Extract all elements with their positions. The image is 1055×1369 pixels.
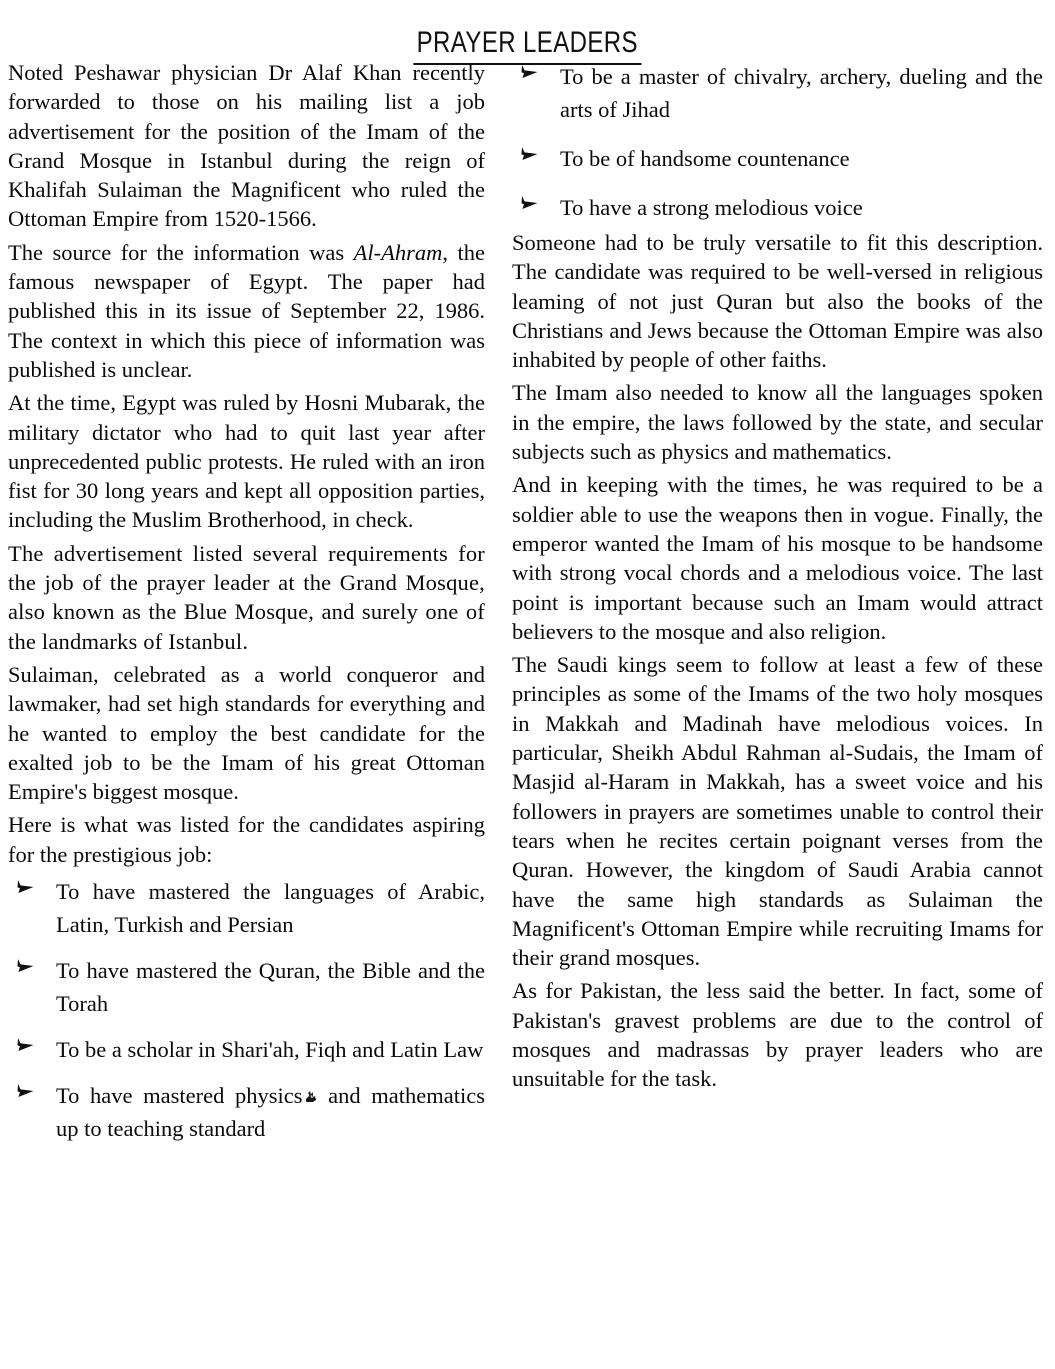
arrowhead-bullet-icon <box>16 1080 38 1104</box>
right-column <box>492 58 1055 1098</box>
newspaper-name-italic: Al-Ahram <box>353 239 443 265</box>
list-item-label: To be a scholar in Shari'ah, Fiqh and Latin Law <box>56 1037 484 1063</box>
paragraph-versatile: Someone had to be truly versatile to fit this description. The candidate was required to be well-versed in religious leaming of not just Quran but also the books of the Christians and Jews because the Ottoman Empire was also inhabited by people of other faiths. <box>512 230 1043 373</box>
page-title-container <box>0 0 1055 60</box>
list-item-label: To be of handsome countenance <box>560 146 850 171</box>
ink-smudge-artifact-icon <box>302 1089 319 1106</box>
list-item-label: To have a strong melodious voice <box>560 195 863 220</box>
list-item <box>8 875 485 941</box>
list-item <box>8 954 485 1020</box>
list-item-label: To have mastered the languages of Arabic, Latin, Turkish and Persian <box>56 879 485 938</box>
arrowhead-bullet-icon <box>520 192 542 216</box>
paragraph-pakistan: As for Pakistan, the less said the better. In fact, some of Pakistan's gravest problems are due to the control of mosques and madrassas by prayer leaders who are unsuitable for the task. <box>512 978 1043 1092</box>
list-item <box>8 1033 485 1066</box>
list-item <box>8 1079 485 1145</box>
arrowhead-bullet-icon <box>16 876 38 900</box>
requirements-list-right <box>512 60 1043 224</box>
source-text-before: The source for the information was <box>8 239 354 265</box>
left-column <box>0 58 492 1149</box>
paragraph-saudi-kings: The Saudi kings seem to follow at least a few of these principles as some of the Imams of the two holy mosques in Makkah and Madinah have melodious voices. In particular, Sheikh Abdul Rahman al-Sudais, the Imam of Masjid al-Haram in Makkah, has a sweet voice and his followers in prayers are sometimes unable to control their tears when he recites certain poignant verses from the Quran. However, the kingdom of Saudi Arabia cannot have the same high standards as Sulaiman the Magnificent's Ottoman Empire while recruiting Imams for their grand mosques. <box>512 652 1043 971</box>
list-item-label: To be a master of chivalry, archery, dueling and the arts of Jihad <box>560 64 1043 122</box>
paragraph-egypt-rule: At the time, Egypt was ruled by Hosni Mubarak, the military dictator who had to quit last year after unprecedented public protests. He ruled with an iron fist for 30 long years and kept all opposition parties, including the Muslim Brotherhood, in check. <box>8 390 485 533</box>
paragraph-advertisement: The advertisement listed several requirements for the job of the prayer leader at the Grand Mosque, also known as the Blue Mosque, and surely one of the landmarks of Istanbul. <box>8 540 485 654</box>
arrowhead-bullet-icon <box>520 143 542 167</box>
list-item-label-after-artifact: and mathematics up to teaching standard <box>56 1083 486 1142</box>
list-item-label-before-artifact: To have mastered physics <box>56 1083 303 1109</box>
source-text-after: , the famous newspaper of Egypt. The paper had published this in its issue of September 22, 1986. The context in which this piece of information was published is unclear. <box>8 239 485 382</box>
paragraph-languages: The Imam also needed to know all the languages spoken in the empire, the laws followed by the state, and secular subjects such as physics and mathematics. <box>512 380 1043 465</box>
list-item <box>512 142 1043 175</box>
paragraph-list-lead-in: Here is what was listed for the candidates aspiring for the prestigious job: <box>8 812 485 867</box>
arrowhead-bullet-icon <box>16 1034 38 1058</box>
arrowhead-bullet-icon <box>16 955 38 979</box>
list-item <box>512 60 1043 126</box>
paragraph-soldier: And in keeping with the times, he was required to be a soldier able to use the weapons then in vogue. Finally, the emperor wanted the Imam of his mosque to be handsome with strong vocal chords and a melodious voice. The last point is important because such an Imam would attract believers to the mosque and also religion. <box>512 472 1043 644</box>
paragraph-intro: Noted Peshawar physician Dr Alaf Khan recently forwarded to those on his mailing list a job advertisement for the position of the Imam of the Grand Mosque in Istanbul during the reign of Khalifah Sulaiman the Magnificent who ruled the Ottoman Empire from 1520-1566. <box>8 60 485 232</box>
two-column-layout <box>0 58 1055 1149</box>
arrowhead-bullet-icon <box>520 61 542 85</box>
paragraph-source <box>8 238 485 384</box>
page-title: PRAYER LEADERS <box>414 26 642 65</box>
list-item-label: To have mastered the Quran, the Bible and the Torah <box>56 958 485 1017</box>
paragraph-sulaiman-standards: Sulaiman, celebrated as a world conqueror and lawmaker, had set high standards for everything and he wanted to employ the best candidate for the exalted job to be the Imam of his great Ottoman Empire's biggest mosque. <box>8 661 485 805</box>
requirements-list-left <box>8 875 485 1145</box>
list-item <box>512 191 1043 224</box>
